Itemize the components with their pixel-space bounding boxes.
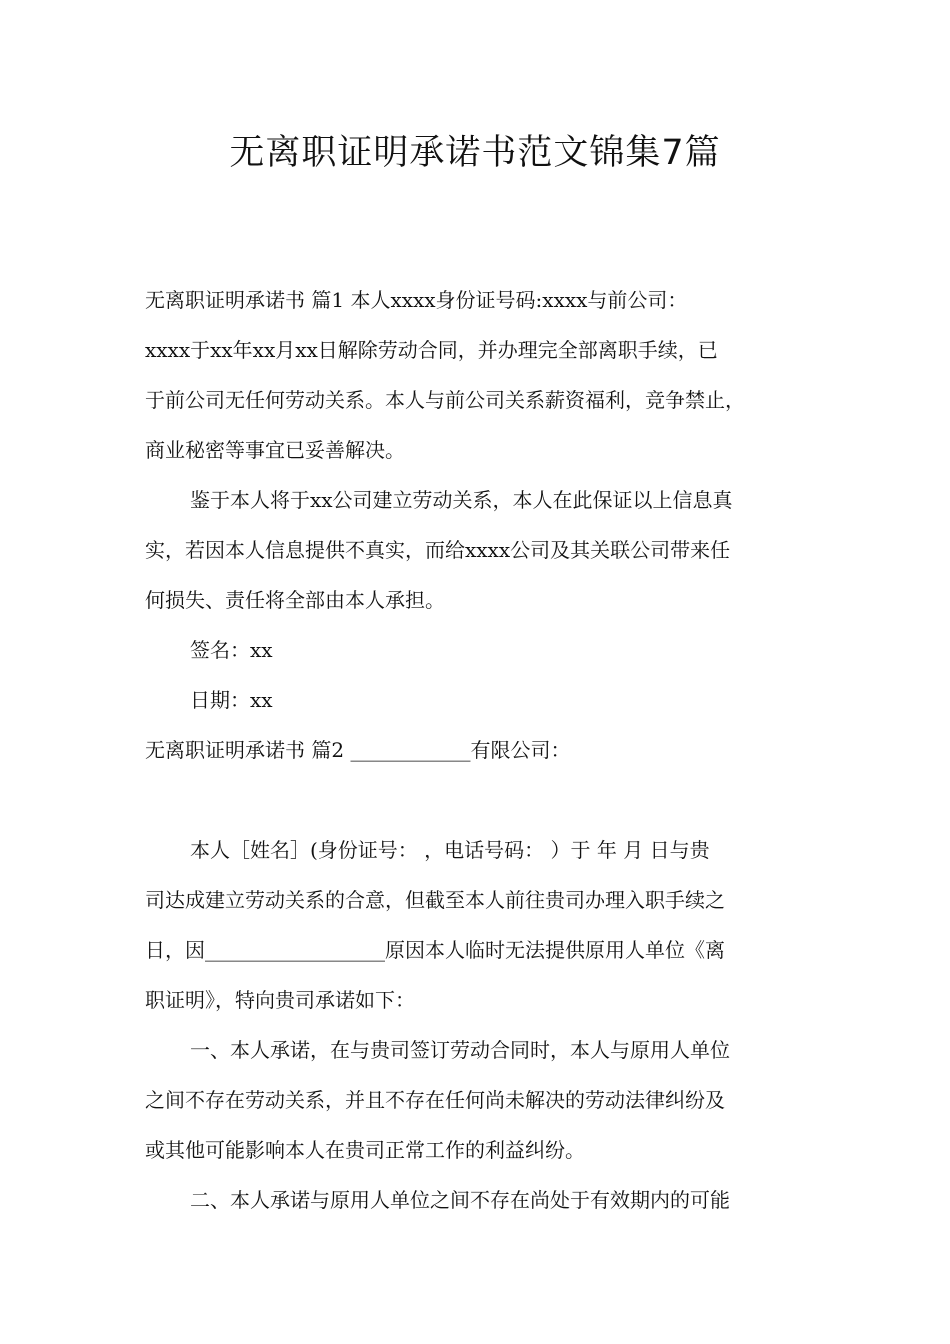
document-title: 无离职证明承诺书范文锦集7篇 xyxy=(229,133,721,173)
paragraph-line: 实，若因本人信息提供不真实，而给xxxx公司及其关联公司带来任 xyxy=(145,538,731,562)
paragraph-line: 职证明》，特向贵司承诺如下： xyxy=(145,988,415,1012)
paragraph-line: 无离职证明承诺书 篇1 本人xxxx身份证号码:xxxx与前公司： xyxy=(145,288,688,312)
paragraph-line: 何损失、责任将全部由本人承担。 xyxy=(145,588,445,612)
signature-line: 签名：xx xyxy=(190,638,273,662)
paragraph-line: 日，因__________________原因本人临时无法提供原用人单位《离 xyxy=(145,938,725,962)
date-line: 日期：xx xyxy=(190,688,273,712)
paragraph-line: 之间不存在劳动关系，并且不存在任何尚未解决的劳动法律纠纷及 xyxy=(145,1088,725,1112)
section-heading-line: 无离职证明承诺书 篇2 ____________有限公司： xyxy=(145,738,571,762)
paragraph-line: 二、本人承诺与原用人单位之间不存在尚处于有效期内的可能 xyxy=(190,1188,730,1212)
paragraph-line: 鉴于本人将于xx公司建立劳动关系，本人在此保证以上信息真 xyxy=(190,488,733,512)
paragraph-line: 商业秘密等事宜已妥善解决。 xyxy=(145,438,405,462)
paragraph-line: 一、本人承诺，在与贵司签订劳动合同时，本人与原用人单位 xyxy=(190,1038,730,1062)
paragraph-line: 或其他可能影响本人在贵司正常工作的利益纠纷。 xyxy=(145,1138,585,1162)
paragraph-line: 司达成建立劳动关系的合意，但截至本人前往贵司办理入职手续之 xyxy=(145,888,725,912)
paragraph-line: 于前公司无任何劳动关系。本人与前公司关系薪资福利，竞争禁止， xyxy=(145,388,745,412)
paragraph-line: xxxx于xx年xx月xx日解除劳动合同，并办理完全部离职手续，已 xyxy=(145,338,718,362)
paragraph-line: 本人［姓名］(身份证号： ，电话号码： ）于 年 月 日与贵 xyxy=(190,838,710,862)
